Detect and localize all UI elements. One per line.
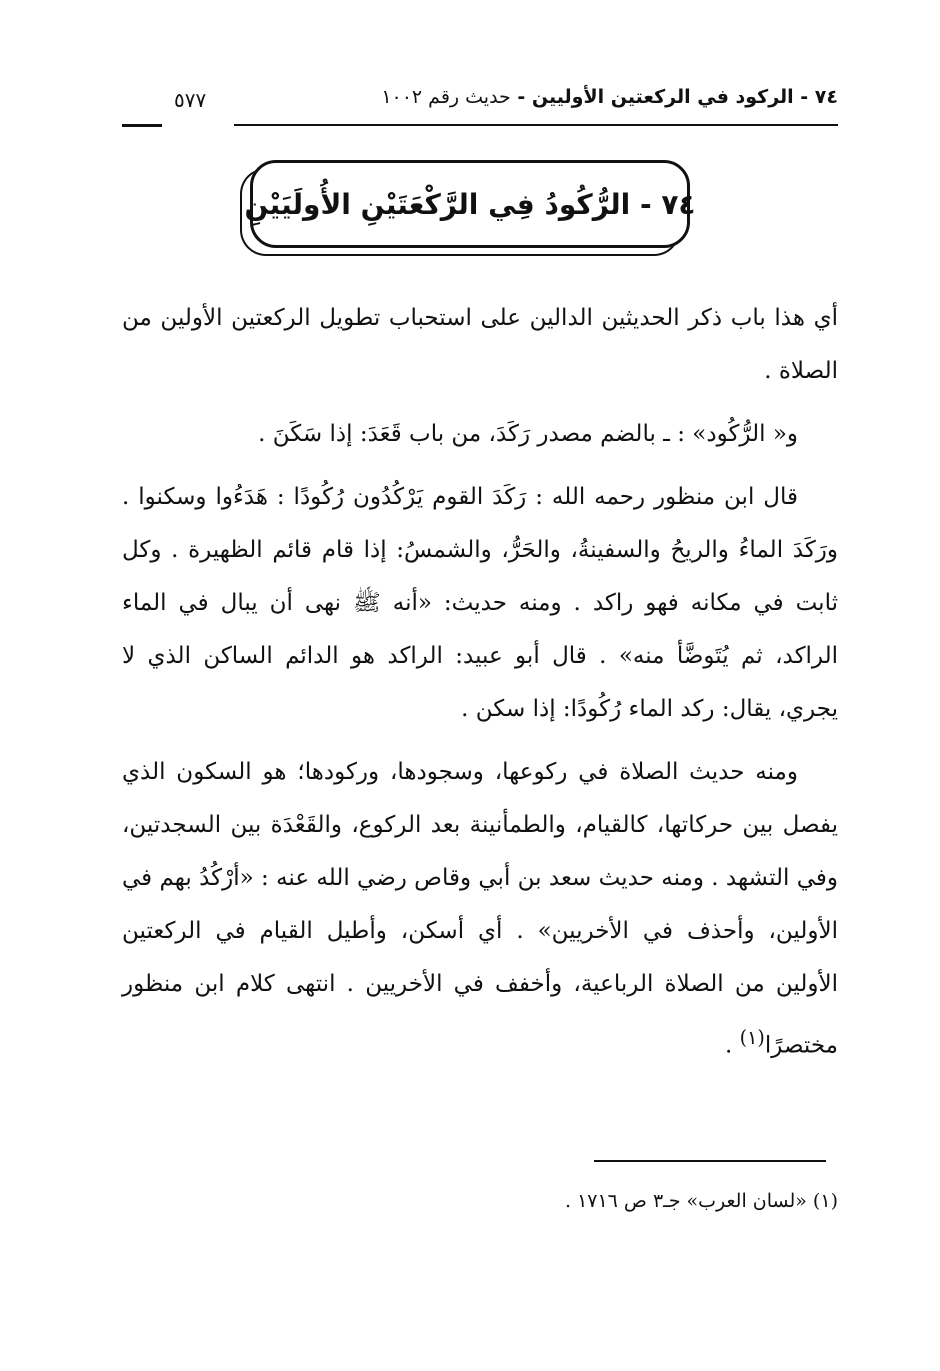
paragraph-3: قال ابن منظور رحمه الله : رَكَدَ القوم يَرْكُدُون رُكُودًا : هَدَءُوا وسكنوا . ورَكَدَ الماءُ والريحُ والسفينةُ، والحَرُّ، والشمسُ: إذا قام قائم الظهيرة . وكل ثابت في مكانه فهو راكد . ومنه حديث: «أنه ﷺ نهى أن يبال في الماء الراكد، ثم يُتَوضَّأ منه» . قال أبو عبيد: الراكد هو الدائم الساكن الذي لا يجري، يقال: ركد الماء رُكُودًا: إذا سكن . [122, 484, 838, 722]
hadith-reference: حديث رقم ١٠٠٢ [381, 86, 511, 108]
paragraph-2: و« الرُّكُود» : ـ بالضم مصدر رَكَدَ، من باب قَعَدَ: إذا سَكَنَ . [258, 421, 798, 447]
header-rule-short [122, 124, 162, 127]
running-title: ٧٤ - الركود في الركعتين الأوليين - حديث رقم ١٠٠٢ [381, 86, 838, 108]
paragraph-1: أي هذا باب ذكر الحديثين الدالين على استحباب تطويل الركعتين الأولين من الصلاة . [122, 305, 838, 384]
main-text [122, 292, 838, 1083]
paragraph-4: ومنه حديث الصلاة في ركوعها، وسجودها، وركودها؛ هو السكون الذي يفصل بين حركاتها، كالقيام، والطمأنينة بعد الركوع، والقَعْدَة بين السجدتين، وفي التشهد . ومنه حديث سعد بن أبي وقاص رضي الله عنه : «أرْكُدُ بهم في الأولين، وأحذف في الأخريين» . أي أسكن، وأطيل القيام في الركعتين الأولين من الصلاة الرباعية، وأخفف في الأخريين . انتهى كلام ابن منظور مختصرًا$^{(١)}$ . [122, 759, 838, 1059]
paragraph-4-text: ومنه حديث الصلاة في ركوعها، وسجودها، وركودها؛ هو السكون الذي يفصل بين حركاتها، كالقيام، والطمأنينة بعد الركوع، والقَعْدَة بين السجدتين، وفي التشهد . ومنه حديث سعد بن أبي وقاص رضي الله عنه : «أرْكُدُ بهم في الأولين، وأحذف في الأخريين» . أي أسكن، وأطيل القيام في الركعتين الأولين من الصلاة الرباعية، وأخفف في الأخريين . انتهى كلام ابن منظور مختصرًا [122, 759, 838, 1059]
running-header [122, 86, 838, 126]
footnote-marker: (١) [739, 1026, 765, 1049]
footnote-separator [594, 1160, 826, 1162]
header-rule-long [234, 124, 838, 126]
chapter-title: ٧٤ - الرُّكُودُ فِي الرَّكْعَتَيْنِ الأُولَيَيْنِ [244, 187, 696, 221]
running-title-text: ٧٤ - الركود في الركعتين الأوليين [531, 86, 838, 108]
page-number: ٥٧٧ [174, 88, 207, 112]
chapter-title-frame [244, 160, 696, 248]
footnote: (١) «لسان العرب» جـ٣ ص ١٧١٦ . [564, 1190, 838, 1212]
